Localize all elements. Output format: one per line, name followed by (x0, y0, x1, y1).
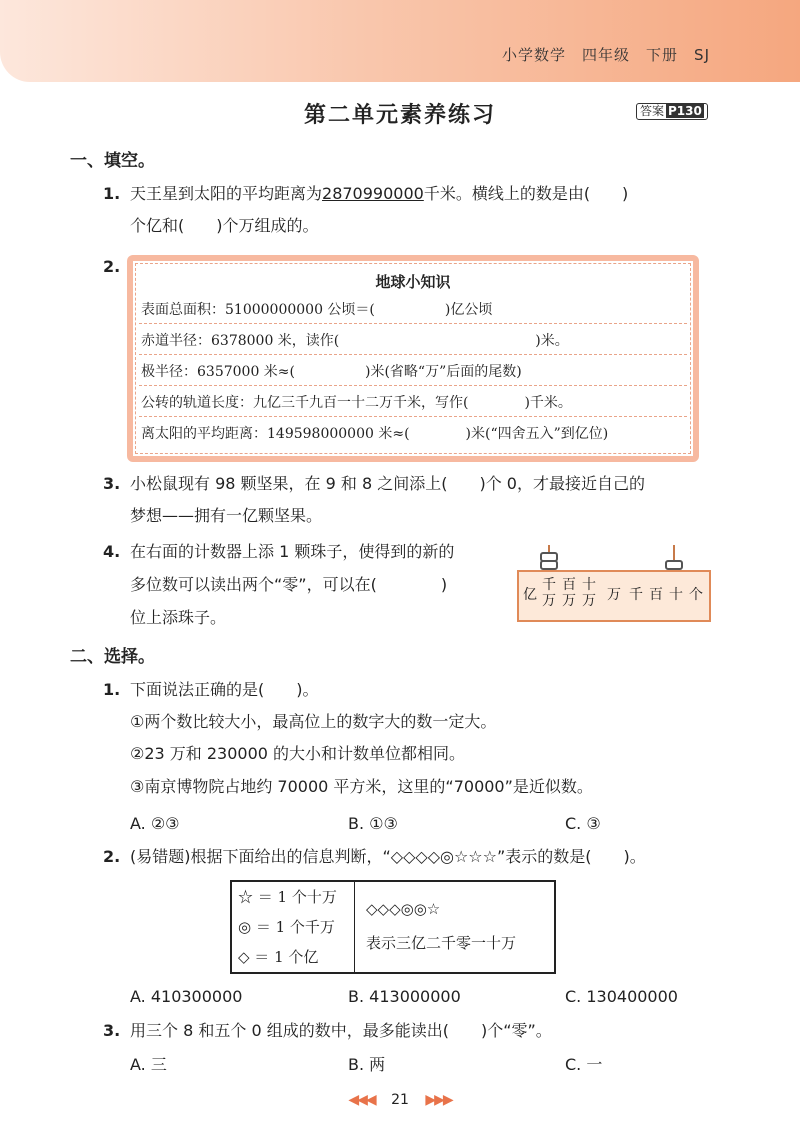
s2q3-option-a: A. 三 (130, 1055, 167, 1074)
q4-line1: 在右面的计数器上添 1 颗珠子，使得到的新的 (130, 542, 455, 561)
s2q2-stem: (易错题)根据下面给出的信息判断，“◇◇◇◇◎☆☆☆”表示的数是( )。 (130, 847, 646, 866)
abacus-counter (517, 570, 711, 622)
s2q3-option-c: C. 一 (565, 1055, 603, 1074)
example-symbols: ◇◇◇◎◎☆ (366, 900, 441, 918)
q4-number: 4. (103, 542, 121, 561)
key-circle: ◎ ＝ 1 个千万 (238, 918, 335, 936)
page-title: 第二单元素养练习 (303, 103, 496, 128)
header-band (0, 0, 800, 82)
abacus-label: 十 (669, 587, 683, 603)
earth-fact-1: 表面总面积：51000000000 公顷＝( )亿公顷 (141, 302, 493, 318)
key-diamond: ◇ ＝ 1 个亿 (238, 948, 319, 966)
abacus-label: 个 (689, 587, 703, 603)
abacus-bead (540, 560, 558, 570)
answer-page: P130 (668, 104, 702, 118)
example-meaning: 表示三亿二千零一十万 (366, 934, 517, 952)
abacus-label: 千 (629, 587, 643, 603)
s2q1-statement-1: ①两个数比较大小，最高位上的数字大的数一定大。 (130, 712, 497, 731)
s2q2-number: 2. (103, 847, 121, 866)
q3-line1: 小松鼠现有 98 颗坚果，在 9 和 8 之间添上( )个 0，才最接近自己的 (130, 474, 645, 493)
page-number: 21 (391, 1092, 409, 1108)
answer-tag (636, 103, 708, 120)
earth-facts-box (127, 255, 699, 462)
earth-fact-3: 极半径：6357000 米≈( )米(省略“万”后面的尾数) (141, 364, 522, 380)
s2q3-option-b: B. 两 (348, 1055, 386, 1074)
answer-label: 答案 (640, 104, 665, 118)
q1-number: 1. (103, 184, 121, 203)
header-text: 小学数学 四年级 下册 SJ (502, 46, 710, 64)
s2q3-number: 3. (103, 1021, 121, 1040)
abacus-label: 十万 (582, 577, 596, 609)
earth-fact-5: 离太阳的平均距离：149598000000 米≈( )米(“四舍五入”到亿位) (141, 426, 609, 442)
abacus-label: 亿 (523, 587, 537, 603)
q3-line2: 梦想——拥有一亿颗坚果。 (130, 506, 323, 525)
s2q1-statement-2: ②23 万和 230000 的大小和计数单位都相同。 (130, 744, 466, 763)
abacus-label: 千万 (542, 577, 556, 609)
q3-number: 3. (103, 474, 121, 493)
earth-facts-title: 地球小知识 (375, 273, 451, 291)
abacus-label: 百万 (562, 577, 576, 609)
s2q1-option-a: A. ②③ (130, 814, 180, 833)
prev-arrows-icon: ◀◀◀ (348, 1092, 375, 1108)
s2q2-option-b: B. 413000000 (348, 987, 461, 1006)
s2q3-stem: 用三个 8 和五个 0 组成的数中，最多能读出( )个“零”。 (130, 1021, 552, 1040)
s2q2-option-c: C. 130400000 (565, 987, 678, 1006)
abacus-label: 万 (607, 587, 621, 603)
page-footer (0, 1092, 800, 1108)
abacus-label: 百 (649, 587, 663, 603)
q4-line3: 位上添珠子。 (130, 608, 227, 627)
key-star: ☆ ＝ 1 个十万 (238, 888, 337, 906)
q1-underlined-number: 2870990000 (322, 184, 424, 203)
earth-fact-2: 赤道半径：6378000 米，读作( )米。 (141, 333, 569, 349)
s2q1-statement-3: ③南京博物院占地约 70000 平方米，这里的“70000”是近似数。 (130, 777, 593, 796)
section-heading-choice: 二、选择。 (70, 647, 155, 667)
abacus-bead (665, 560, 683, 570)
s2q1-option-b: B. ①③ (348, 814, 398, 833)
earth-fact-4: 公转的轨道长度：九亿三千九百一十二万千米，写作( )千米。 (141, 395, 572, 411)
q2-number: 2. (103, 257, 121, 276)
s2q1-option-c: C. ③ (565, 814, 601, 833)
symbol-key-table (230, 880, 556, 974)
section-heading-fill: 一、填空。 (70, 151, 155, 171)
next-arrows-icon: ▶▶▶ (425, 1092, 452, 1108)
s2q2-option-a: A. 410300000 (130, 987, 243, 1006)
s2q1-stem: 下面说法正确的是( )。 (130, 680, 319, 699)
q4-line2: 多位数可以读出两个“零”，可以在( ) (130, 575, 448, 594)
q1-line1: 天王星到太阳的平均距离为2870990000千米。横线上的数是由( ) (130, 184, 629, 203)
s2q1-number: 1. (103, 680, 121, 699)
q1-line2: 个亿和( )个万组成的。 (130, 216, 319, 235)
